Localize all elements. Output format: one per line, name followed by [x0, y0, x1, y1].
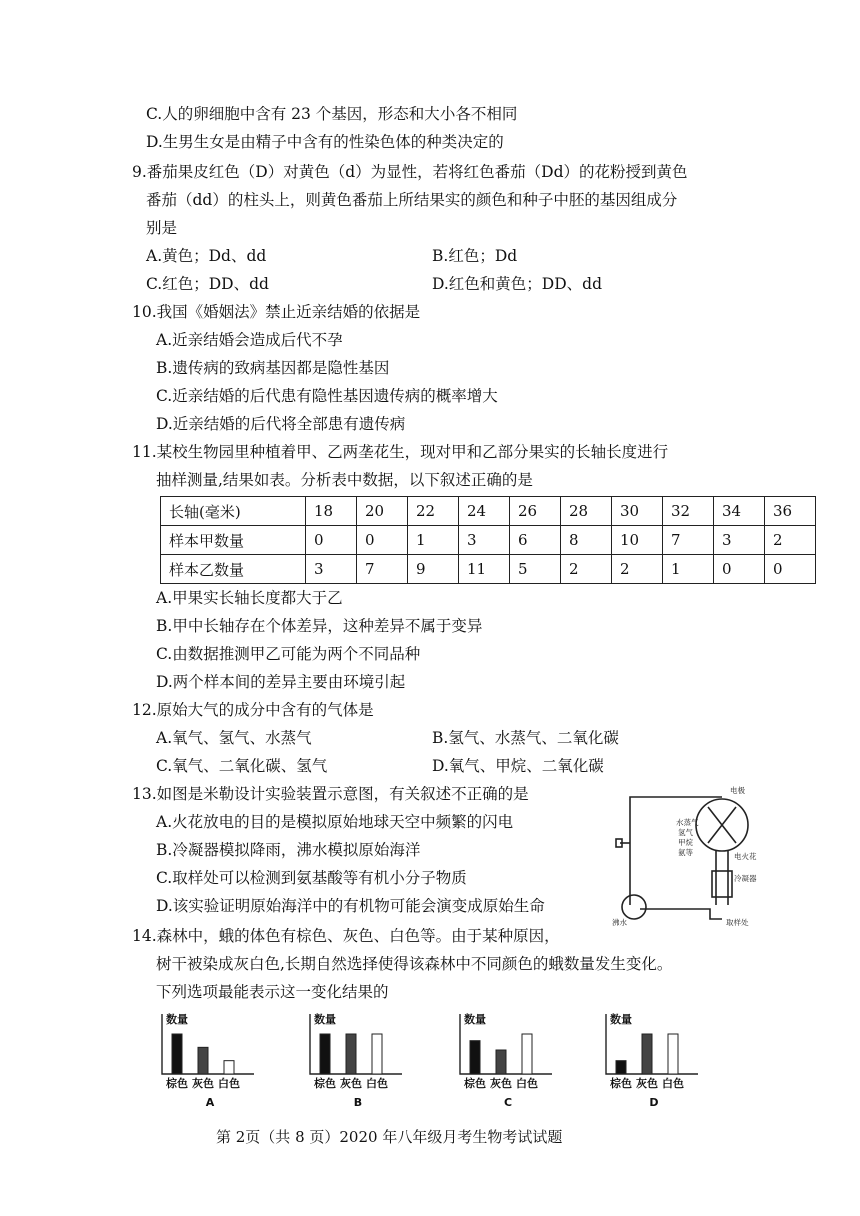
table-cell: 3 [459, 526, 510, 555]
chart-bar [372, 1034, 382, 1074]
chart-bar [496, 1050, 506, 1074]
table-cell: 7 [357, 555, 408, 584]
q8-option-c: C.人的卵细胞中含有 23 个基因，形态和大小各不相同 [146, 105, 518, 123]
table-cell: 样本甲数量 [161, 526, 306, 555]
q11-stem-line1: 11.某校生物园里种植着甲、乙两垄花生，现对甲和乙部分果实的长轴长度进行 [132, 443, 669, 461]
table-cell: 34 [714, 497, 765, 526]
table-cell: 18 [306, 497, 357, 526]
chart-option-label: A [205, 1096, 215, 1109]
table-cell: 0 [765, 555, 816, 584]
table-cell: 3 [714, 526, 765, 555]
q9-option-d: D.红色和黄色；DD、dd [432, 275, 603, 293]
q11-option-a: A.甲果实长轴长度都大于乙 [156, 589, 343, 607]
table-cell: 11 [459, 555, 510, 584]
q9-option-c: C.红色；DD、dd [146, 275, 269, 293]
q10-option-d: D.近亲结婚的后代将全部患有遗传病 [156, 415, 406, 433]
pipe-loop [630, 797, 722, 905]
peanut-length-table [160, 496, 816, 584]
q13-option-c: C.取样处可以检测到氨基酸等有机小分子物质 [156, 869, 467, 887]
label-electrode: 电极 [730, 786, 745, 795]
table-cell: 0 [306, 526, 357, 555]
q12-option-b: B.氢气、水蒸气、二氧化碳 [432, 729, 619, 747]
q11-option-c: C.由数据推测甲乙可能为两个不同品种 [156, 645, 421, 663]
chart-category-label: 灰色 [490, 1077, 512, 1090]
bar-chart-svg [448, 1008, 558, 1112]
q10-option-c: C.近亲结婚的后代患有隐性基因遗传病的概率增大 [156, 387, 498, 405]
chart-category-label: 灰色 [636, 1077, 658, 1090]
bar-chart-svg [594, 1008, 704, 1112]
table-cell: 样本乙数量 [161, 555, 306, 584]
q9-stem-line2: 番茄（dd）的柱头上，则黄色番茄上所结果实的颜色和种子中胚的基因组成分 [146, 191, 678, 209]
chart-bar [470, 1041, 480, 1074]
chart-category-label: 棕色 [610, 1077, 632, 1090]
label-gas-3: 甲烷 [678, 838, 693, 847]
chart-bar [346, 1034, 356, 1074]
bar-chart-b [298, 1008, 408, 1116]
chart-category-label: 白色 [218, 1077, 240, 1090]
q12-option-d: D.氧气、甲烷、二氧化碳 [432, 757, 604, 775]
electrode-lines [708, 807, 736, 843]
q12-option-a: A.氧气、氢气、水蒸气 [156, 729, 312, 747]
chart-category-label: 棕色 [166, 1077, 188, 1090]
chart-bar [522, 1034, 532, 1074]
table-cell: 1 [663, 555, 714, 584]
table-cell: 32 [663, 497, 714, 526]
label-gas-1: 水蒸气 [676, 818, 699, 827]
chart-bar [668, 1034, 678, 1074]
table-cell: 26 [510, 497, 561, 526]
table-cell: 2 [561, 555, 612, 584]
chart-category-label: 白色 [366, 1077, 388, 1090]
bar-chart-a [150, 1008, 260, 1116]
q9-stem-line3: 别是 [146, 219, 178, 237]
chart-bar [616, 1061, 626, 1074]
chart-bar [224, 1061, 234, 1074]
q12-stem: 12.原始大气的成分中含有的气体是 [132, 701, 374, 719]
chart-category-label: 白色 [516, 1077, 538, 1090]
chart-option-label: D [649, 1096, 659, 1109]
chart-option-label: B [353, 1096, 363, 1109]
q10-option-b: B.遗传病的致病基因都是隐性基因 [156, 359, 390, 377]
chart-category-label: 棕色 [314, 1077, 336, 1090]
bar-chart-svg [150, 1008, 260, 1112]
miller-apparatus-diagram [612, 785, 758, 927]
chart-category-label: 白色 [662, 1077, 684, 1090]
table-cell: 2 [612, 555, 663, 584]
bottom-pipe [640, 909, 722, 919]
condenser [712, 871, 732, 897]
chart-ylabel: 数量 [610, 1013, 632, 1026]
table-cell: 1 [408, 526, 459, 555]
label-sampling: 取样处 [726, 918, 749, 927]
chart-bar [320, 1034, 330, 1074]
chart-category-label: 灰色 [340, 1077, 362, 1090]
table-cell: 0 [357, 526, 408, 555]
bar-chart-svg [298, 1008, 408, 1112]
page-footer: 第 2页（共 8 页）2020 年八年级月考生物考试试题 [216, 1128, 563, 1146]
q9-option-b: B.红色；Dd [432, 247, 518, 265]
q13-stem: 13.如图是米勒设计实验装置示意图，有关叙述不正确的是 [132, 785, 529, 803]
chart-bar [172, 1034, 182, 1074]
table-cell: 36 [765, 497, 816, 526]
bar-chart-c [448, 1008, 558, 1116]
table-cell: 3 [306, 555, 357, 584]
table-cell: 5 [510, 555, 561, 584]
q10-stem: 10.我国《婚姻法》禁止近亲结婚的依据是 [132, 303, 421, 321]
q14-stem-line1: 14.森林中，蛾的体色有棕色、灰色、白色等。由于某种原因， [132, 927, 560, 945]
table-cell: 20 [357, 497, 408, 526]
chart-bar [198, 1047, 208, 1074]
q14-stem-line3: 下列选项最能表示这一变化结果的 [156, 983, 389, 1001]
q13-option-b: B.冷凝器模拟降雨，沸水模拟原始海洋 [156, 841, 421, 859]
q11-stem-line2: 抽样测量,结果如表。分析表中数据，以下叙述正确的是 [156, 471, 533, 489]
q14-stem-line2: 树干被染成灰白色,长期自然选择使得该森林中不同颜色的蛾数量发生变化。 [156, 955, 673, 973]
label-gas-4: 氨等 [678, 848, 693, 857]
q10-option-a: A.近亲结婚会造成后代不孕 [156, 331, 343, 349]
chart-option-label: C [503, 1096, 513, 1109]
table-header-row [161, 497, 816, 526]
chart-category-label: 棕色 [464, 1077, 486, 1090]
label-spark: 电火花 [734, 852, 757, 861]
table-cell: 2 [765, 526, 816, 555]
chart-category-label: 灰色 [192, 1077, 214, 1090]
q12-option-c: C.氧气、二氧化碳、氢气 [156, 757, 328, 775]
q9-stem-line1: 9.番茄果皮红色（D）对黄色（d）为显性，若将红色番茄（Dd）的花粉授到黄色 [132, 163, 688, 181]
table-cell: 24 [459, 497, 510, 526]
table-cell: 长轴(毫米) [161, 497, 306, 526]
table-row-jia [161, 526, 816, 555]
label-condenser: 冷凝器 [734, 874, 757, 883]
q11-option-d: D.两个样本间的差异主要由环境引起 [156, 673, 406, 691]
q8-option-d: D.生男生女是由精子中含有的性染色体的种类决定的 [146, 133, 504, 151]
label-gas-2: 氢气 [678, 828, 693, 837]
chart-ylabel: 数量 [464, 1013, 486, 1026]
table-cell: 8 [561, 526, 612, 555]
table-cell: 22 [408, 497, 459, 526]
chart-bar [642, 1034, 652, 1074]
table-cell: 0 [714, 555, 765, 584]
table-cell: 30 [612, 497, 663, 526]
table-row-yi [161, 555, 816, 584]
bar-chart-d [594, 1008, 704, 1116]
q9-option-a: A.黄色；Dd、dd [146, 247, 267, 265]
chart-ylabel: 数量 [314, 1013, 336, 1026]
q13-option-d: D.该实验证明原始海洋中的有机物可能会演变成原始生命 [156, 897, 545, 915]
table-cell: 28 [561, 497, 612, 526]
table-cell: 6 [510, 526, 561, 555]
table-cell: 10 [612, 526, 663, 555]
table-cell: 7 [663, 526, 714, 555]
q11-option-b: B.甲中长轴存在个体差异，这种差异不属于变异 [156, 617, 483, 635]
label-boiling: 沸水 [612, 918, 627, 927]
table-cell: 9 [408, 555, 459, 584]
q13-option-a: A.火花放电的目的是模拟原始地球天空中频繁的闪电 [156, 813, 514, 831]
chart-ylabel: 数量 [166, 1013, 188, 1026]
boiling-flask [622, 895, 646, 919]
